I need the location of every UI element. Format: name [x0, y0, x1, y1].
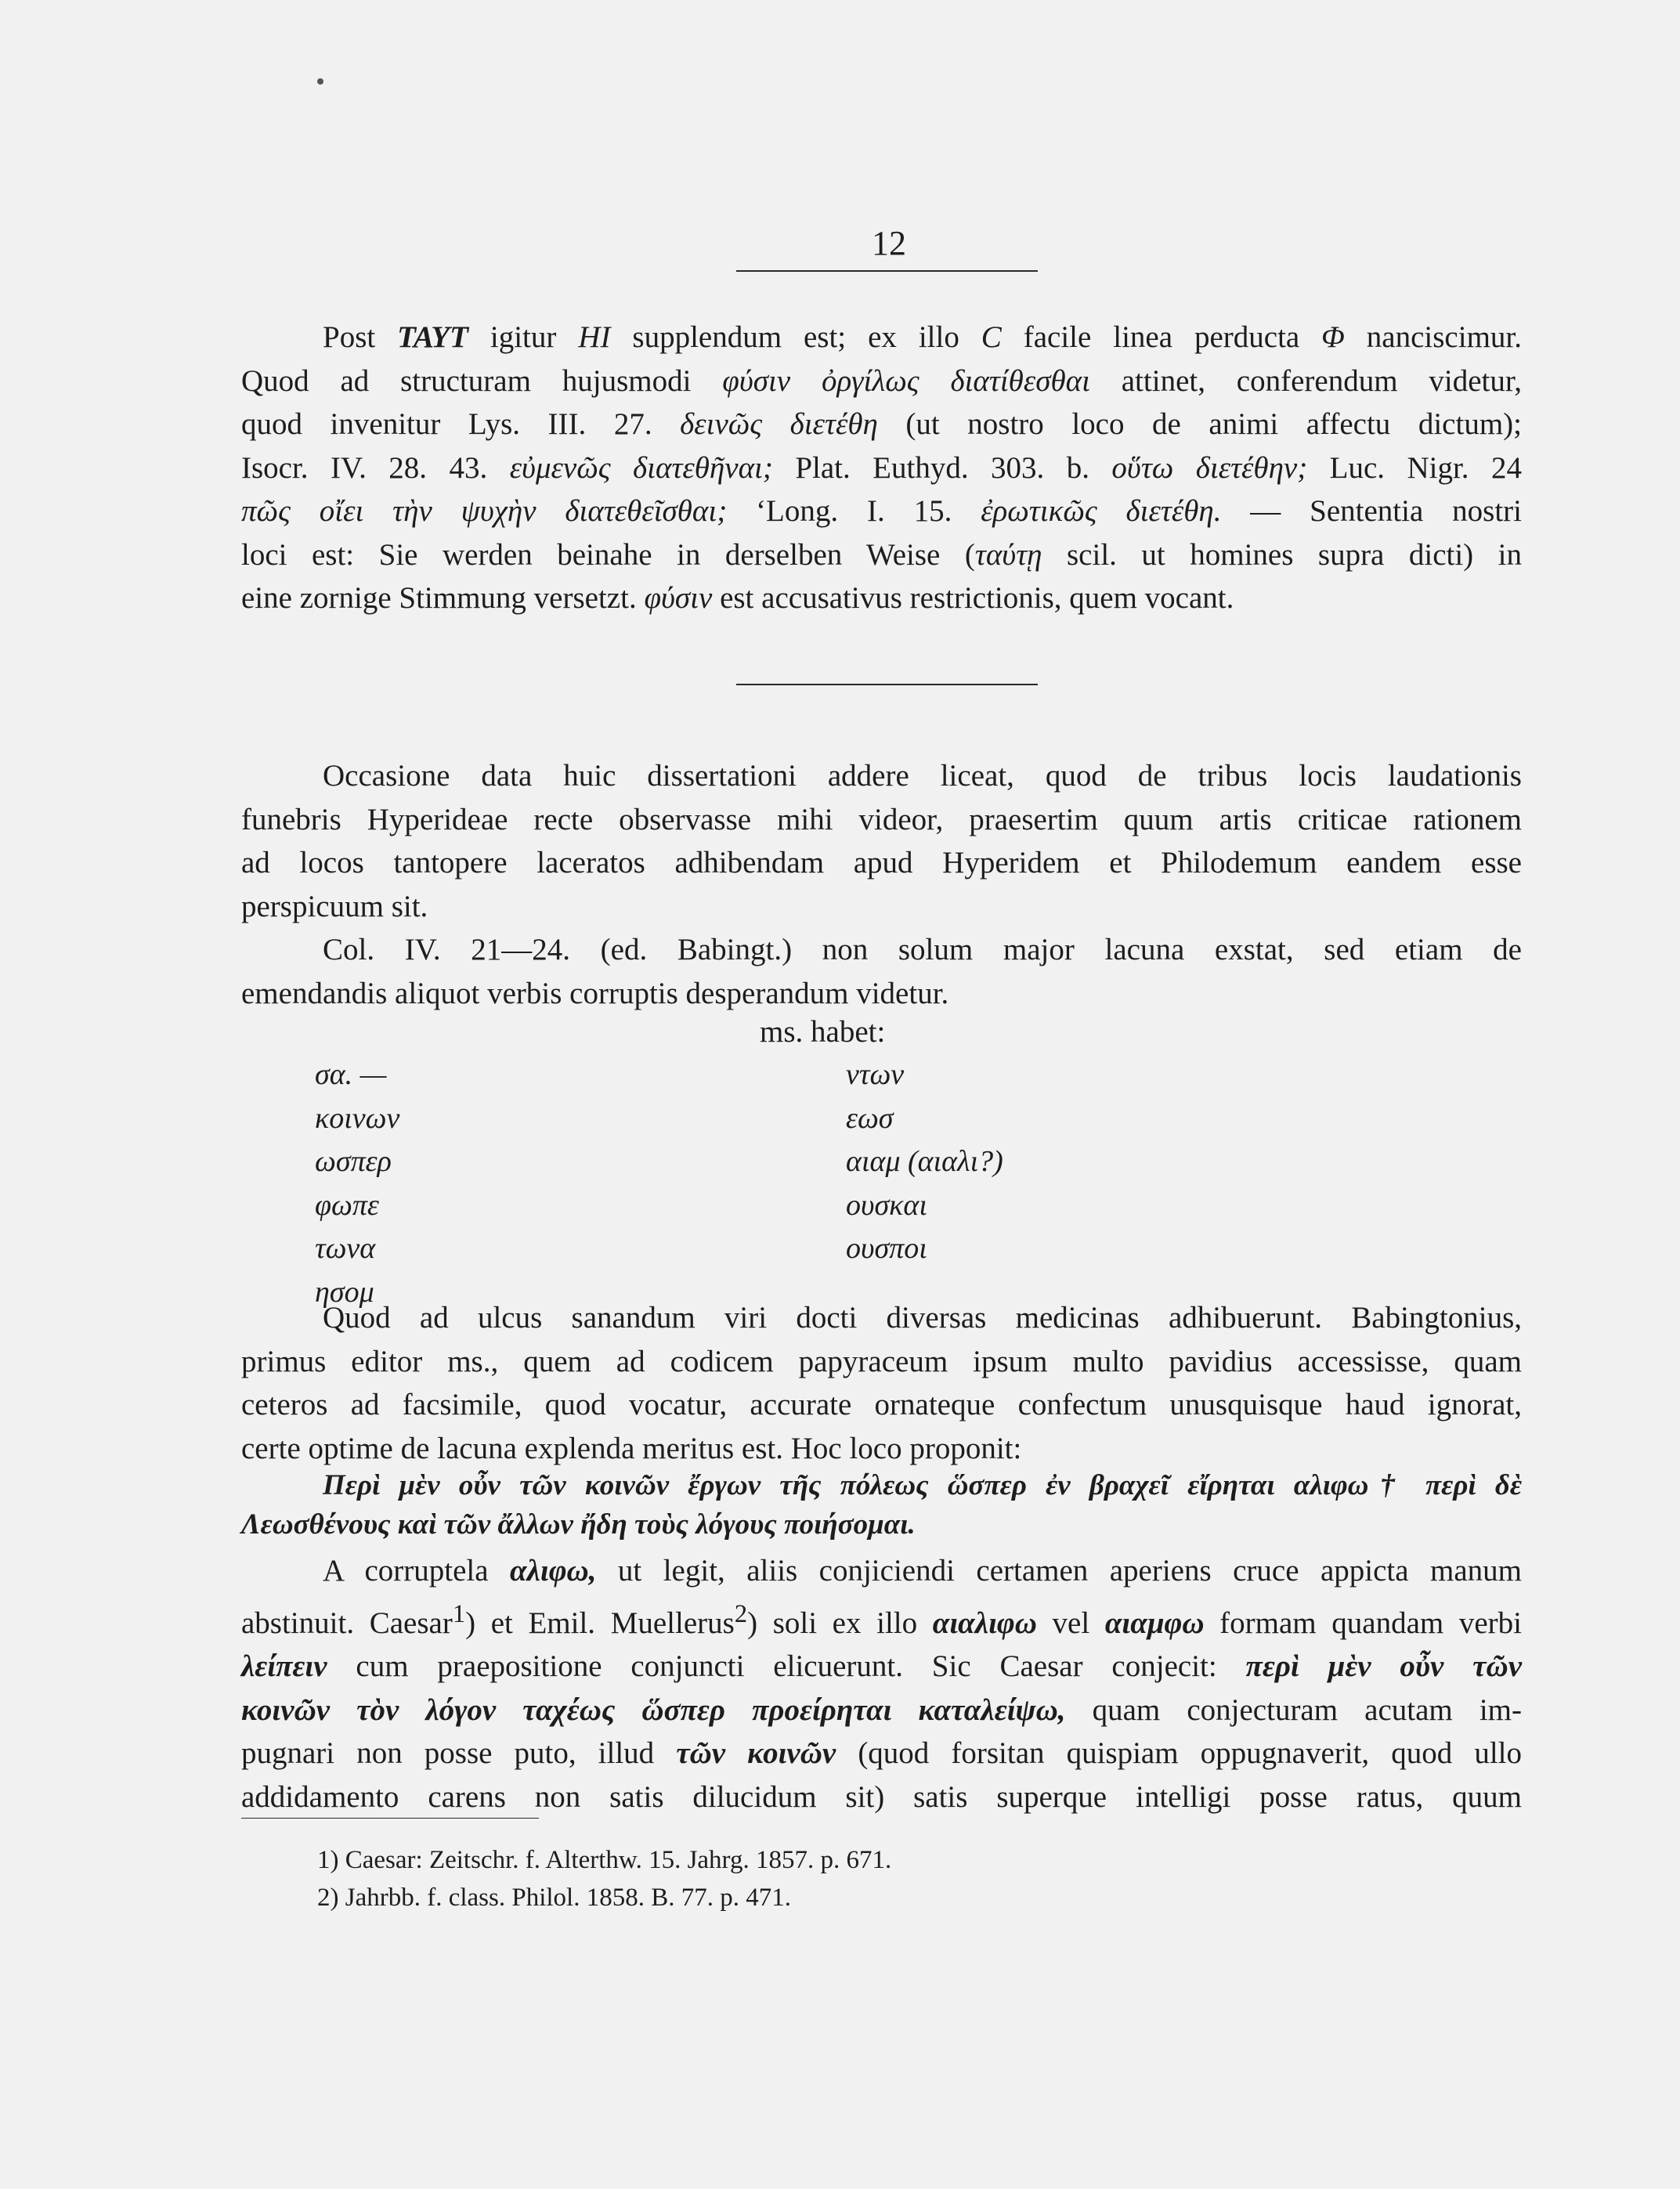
p1-line-6: loci est: Sie werden beinahe in derselben Weise (ταύτῃ scil. ut homines supra dicti) in: [241, 537, 1522, 572]
p2-line-1: Occasione data huic dissertationi addere liceat, quod de tribus locis laudationis: [323, 759, 1522, 793]
p2-line-2: funebris Hyperideae recte observasse mihi videor, praesertim quum artis criticae rationem: [241, 802, 1522, 836]
page-number: 12: [872, 224, 906, 262]
p3-line-1: Col. IV. 21—24. (ed. Babingt.) non solum major lacuna exstat, sed etiam de: [323, 933, 1522, 966]
p5-line-2: abstinuit. Caesar$^1$) et Emil. Muellerus$^2$) soli ex illo αιαλιφω vel αιαμφω formam quandam verbi: [241, 1599, 1522, 1640]
paragraph-5: [241, 1549, 1522, 1819]
p5-line-4: κοινῶν τὸν λόγον ταχέως ὥσπερ προείρηται καταλείψω, quam conjecturam acutam im-: [241, 1692, 1522, 1727]
p5-line-3: λείπειν cum praepositione conjuncti elicuerunt. Sic Caesar conjecit: περὶ μὲν οὖν τῶν: [241, 1649, 1522, 1683]
quote-line-2: Λεωσθένους καὶ τῶν ἄλλων ἤδη τοὺς λόγους ποιήσομαι.: [241, 1508, 916, 1541]
p1-line-1: Post ΤΑΥΤ igitur ΗΙ supplendum est; ex illo C facile linea perducta Φ nanciscimur.: [323, 320, 1522, 354]
ms-left-line: φωπε: [315, 1188, 379, 1222]
ms-right-line: εωσ: [846, 1101, 894, 1135]
ms-right-line: αιαμ (αιαλι?): [846, 1145, 1003, 1178]
ms-column-right: [846, 1053, 1003, 1271]
p2-line-3: ad locos tantopere laceratos adhibendam apud Hyperidem et Philodemum eandem esse: [241, 846, 1522, 880]
ms-habet-heading: ms. habet:: [760, 1015, 886, 1049]
section-rule: [736, 684, 1038, 685]
paragraph-1: [241, 316, 1522, 620]
p5-line-6: addidamento carens non satis dilucidum sit) satis superque intelligi posse ratus, quum: [241, 1779, 1522, 1814]
ink-speck: [317, 78, 323, 85]
p5-line-5: pugnari non posse puto, illud τῶν κοινῶν (quod forsitan quispiam oppugnaverit, quod ullo: [241, 1736, 1523, 1770]
p4-line-1: Quod ad ulcus sanandum viri docti diversas medicinas adhibuerunt. Babingtonius,: [323, 1301, 1522, 1335]
paragraph-2: [241, 754, 1522, 1015]
footnote-1: 1) Caesar: Zeitschr. f. Alterthw. 15. Jahrg. 1857. p. 671.: [317, 1846, 892, 1874]
ms-right-line: ντων: [846, 1058, 905, 1091]
ms-right-line: ουσκαι: [846, 1188, 927, 1222]
p1-line-4: Isocr. IV. 28. 43. εὐμενῶς διατεθῆναι; Plat. Euthyd. 303. b. οὕτω διετέθην; Luc. Nigr. 24: [241, 450, 1522, 485]
p5-line-1: A corruptela αλιφω, ut legit, aliis conjiciendi certamen aperiens cruce appicta manum: [323, 1554, 1522, 1588]
ms-right-line: ουσποι: [846, 1232, 927, 1265]
ms-left-line: ησομ: [315, 1275, 374, 1309]
footnote-rule: [241, 1818, 539, 1819]
greek-quotation: [241, 1466, 1522, 1544]
p2-line-4: perspicuum sit.: [241, 889, 428, 923]
footnote-ref-2[interactable]: 2: [734, 1599, 748, 1628]
ms-left-line: τωνα: [315, 1232, 376, 1265]
p4-line-4: certe optime de lacuna explenda meritus est. Hoc loco proponit:: [241, 1431, 1022, 1465]
p1-line-7: eine zornige Stimmung versetzt. φύσιν est accusativus restrictionis, quem vocant.: [241, 581, 1234, 615]
p3-line-2: emendandis aliquot verbis corruptis desperandum videtur.: [241, 976, 949, 1010]
p4-line-3: ceteros ad facsimile, quod vocatur, accurate ornateque confectum unusquisque haud ignorat,: [241, 1388, 1522, 1421]
p1-line-3: quod invenitur Lys. III. 27. δεινῶς διετέθη (ut nostro loco de animi affectu dictum);: [241, 407, 1522, 441]
p1-line-5: πῶς οἴει τὴν ψυχὴν διατεθεῖσθαι; ‘Long. I. 15. ἐρωτικῶς διετέθη. — Sententia nostri: [241, 494, 1522, 528]
ms-left-line: σα. —: [315, 1058, 387, 1091]
ms-left-line: κοινων: [315, 1101, 400, 1135]
p4-line-2: primus editor ms., quem ad codicem papyraceum ipsum multo pavidius accessisse, quam: [241, 1344, 1522, 1378]
header-rule: [736, 270, 1038, 272]
p1-line-2: Quod ad structuram hujusmodi φύσιν ὀργίλως διατίθεσθαι attinet, conferendum videtur,: [241, 363, 1523, 398]
footnote-ref-1[interactable]: 1: [452, 1599, 466, 1628]
footnote-2: 2) Jahrbb. f. class. Philol. 1858. B. 77. p. 471.: [317, 1884, 791, 1912]
quote-line-1: Περὶ μὲν οὖν τῶν κοινῶν ἔργων τῆς πόλεως ὥσπερ ἐν βραχεῖ εἴρηται αλιφω† περὶ δὲ: [323, 1469, 1522, 1501]
ms-column-left: [315, 1053, 399, 1314]
ms-left-line: ωσπερ: [315, 1145, 392, 1178]
paragraph-4: [241, 1296, 1522, 1470]
